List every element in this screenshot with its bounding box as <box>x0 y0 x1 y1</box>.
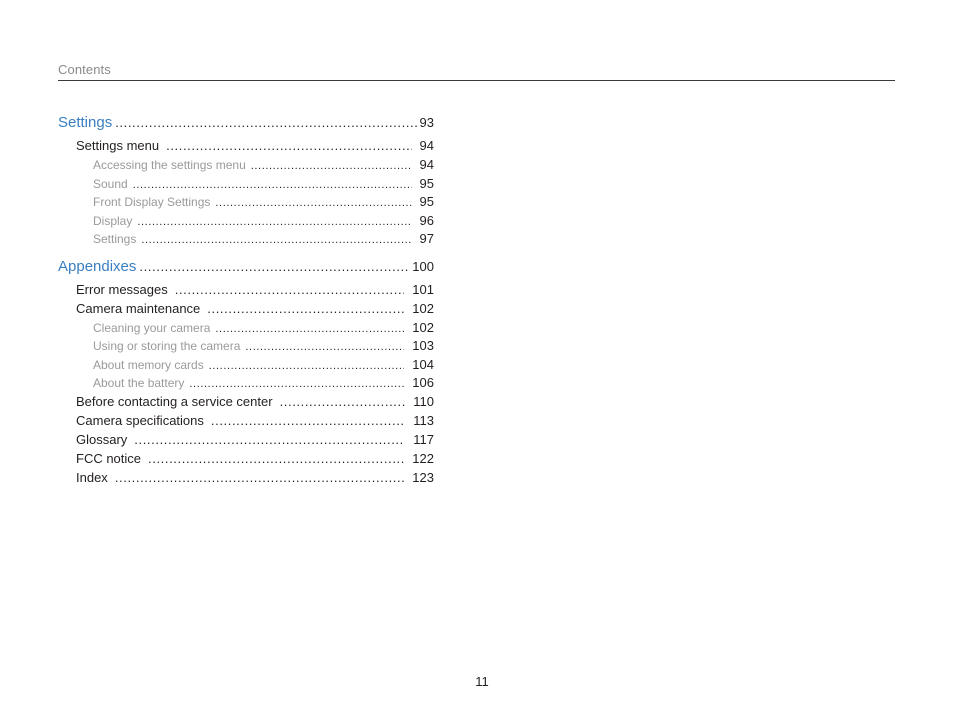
dot-leader <box>215 323 404 335</box>
toc-entry[interactable] <box>58 451 434 470</box>
toc-subentry[interactable] <box>58 375 434 394</box>
toc-section-heading-page: 100 <box>412 258 434 274</box>
toc-subentry-page: 102 <box>412 319 434 335</box>
toc-subentry[interactable] <box>58 231 434 250</box>
toc-entry-page: 122 <box>412 450 434 466</box>
toc-subentry[interactable] <box>58 157 434 176</box>
toc-subentry-title: About the battery <box>93 376 185 390</box>
toc-entry-page: 117 <box>413 431 434 447</box>
toc-subentry-page: 95 <box>419 175 434 191</box>
toc-subentry-title: Accessing the settings menu <box>93 158 246 172</box>
toc-section-heading-page: 93 <box>419 115 434 130</box>
page-number: 11 <box>475 674 489 689</box>
toc-section <box>58 258 434 489</box>
dot-leader <box>209 360 405 372</box>
toc-subentry-page: 103 <box>412 338 434 353</box>
toc-subentry-page: 106 <box>412 375 434 390</box>
dot-leader <box>215 197 411 209</box>
toc-entry-title: Glossary <box>76 431 128 447</box>
toc-entry[interactable] <box>58 413 434 432</box>
toc-subentry[interactable] <box>58 176 434 195</box>
dot-leader <box>211 413 405 428</box>
toc-subentry-title: Cleaning your camera <box>93 320 211 335</box>
toc-subentry-page: 94 <box>419 157 434 172</box>
toc-entry-page: 113 <box>413 412 434 428</box>
toc-section-heading-title: Appendixes <box>58 257 137 275</box>
toc-entry[interactable] <box>58 282 434 301</box>
toc-subentry-page: 96 <box>419 212 434 228</box>
toc-entry-title: Before contacting a service center <box>76 393 273 409</box>
toc-subentry-title: Using or storing the camera <box>93 339 241 353</box>
toc-subentry[interactable] <box>58 213 434 232</box>
toc-entry-title: Settings menu <box>76 138 160 153</box>
toc-subentry-title: About memory cards <box>93 357 204 372</box>
dot-leader <box>141 234 411 246</box>
toc-subentry-title: Settings <box>93 232 137 246</box>
page-header-label: Contents <box>58 62 111 77</box>
toc-subentry[interactable] <box>58 320 434 339</box>
toc-section-heading[interactable] <box>58 114 434 138</box>
dot-leader <box>115 115 417 130</box>
dot-leader <box>245 341 404 353</box>
header-rule <box>58 80 895 81</box>
toc-subentry-title: Front Display Settings <box>93 195 211 209</box>
toc-subentry-page: 95 <box>419 194 434 209</box>
toc-subentry-page: 104 <box>412 356 434 372</box>
toc-subentry[interactable] <box>58 357 434 376</box>
toc-subentry-page: 97 <box>419 231 434 246</box>
dot-leader <box>137 216 411 228</box>
toc-section-heading-title: Settings <box>58 114 113 131</box>
toc-section <box>58 114 434 250</box>
dot-leader <box>175 282 405 297</box>
toc-entry[interactable] <box>58 432 434 451</box>
toc-entry[interactable] <box>58 301 434 320</box>
toc-entry-title: Index <box>76 469 108 485</box>
dot-leader <box>133 179 412 191</box>
toc-entry[interactable] <box>58 470 434 489</box>
dot-leader <box>207 301 404 316</box>
toc-subentry[interactable] <box>58 338 434 357</box>
toc-entry-page: 123 <box>412 469 434 485</box>
dot-leader <box>189 378 404 390</box>
toc-entry-page: 101 <box>412 281 434 297</box>
dot-leader <box>280 394 406 409</box>
toc-subentry-title: Sound <box>93 176 128 191</box>
toc-subentry[interactable] <box>58 194 434 213</box>
toc-entry-title: Error messages <box>76 281 168 297</box>
toc-entry-page: 102 <box>412 300 434 316</box>
toc-entry-title: FCC notice <box>76 450 142 466</box>
toc-entry-page: 110 <box>413 393 434 409</box>
toc-section-heading[interactable] <box>58 258 434 282</box>
table-of-contents <box>58 114 434 497</box>
toc-entry[interactable] <box>58 394 434 413</box>
dot-leader <box>139 259 410 274</box>
toc-entry[interactable] <box>58 138 434 157</box>
dot-leader <box>166 138 411 153</box>
toc-entry-title: Camera specifications <box>76 412 204 428</box>
toc-subentry-title: Display <box>93 213 133 228</box>
dot-leader <box>251 160 412 172</box>
toc-entry-title: Camera maintenance <box>76 300 201 316</box>
dot-leader <box>148 451 404 466</box>
dot-leader <box>134 432 405 447</box>
dot-leader <box>115 470 404 485</box>
toc-entry-page: 94 <box>419 138 434 153</box>
